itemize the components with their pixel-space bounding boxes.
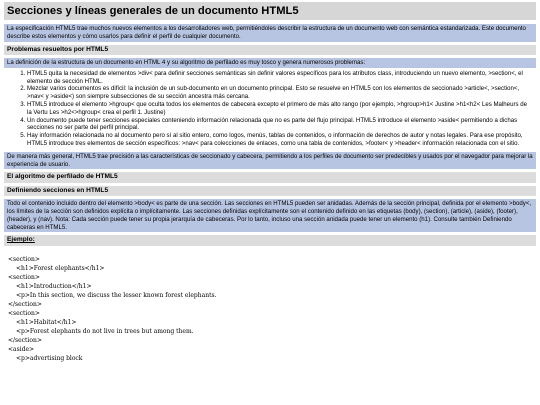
- list-item: 5. Hay información relacionada no al documento pero sí al sitio entero, como logos, menús, tablas de contenidos, o información de derechos de autor y notas legales. Para ese propósito, HTML5 introduce tres elementos de sección específicos: >nav< para colecciones de enlaces, como una tabla de contenidos, >footer< y >header< información relacionada con el sitio.: [27, 132, 533, 148]
- list-item: 1. HTML5 quita la necesidad de elementos >div< para definir secciones semánticas sin definir valores específicos para los atributos class, introduciendo un nuevo elemento, >section<, el elemento de sección HTML.: [27, 70, 533, 86]
- intro-paragraph: La especificación HTML5 trae muchos nuevos elementos a los desarrolladores web, permitiéndoles describir la estructura de un documento web con semántica estandarizada. Este documento describe estos elementos y cómo usarlos para definir el perfil de cualquier documento.: [4, 24, 536, 42]
- code-line: <p>advertising block: [16, 354, 83, 362]
- list-item: 2. Mezclar varios documentos es difícil: la inclusión de un sub-documento en un documento principal. Esto se resuelve en HTML5 con los elementos de seccionado >article<, >section<, >nav< y >aside<) son siempre subsecciones de su sección ancestra más cercana.: [27, 85, 533, 101]
- code-line: <h1>Habitat</h1>: [16, 318, 77, 326]
- list-item: 3. HTML5 introduce el elemento >hgroup< que oculta todos los elementos de cabecera excepto el primero de más alto rango (por ejemplo, >hgroup>h1< Justine >h1<h2< Les Malheurs de la Vertu Les >h2<>hgroup< crea el perfil 1. Justine): [27, 101, 533, 117]
- code-line: <section>: [8, 273, 40, 281]
- problems-heading: Problemas resueltos por HTML5: [4, 45, 536, 55]
- sections-heading: Definiendo secciones en HTML5: [4, 186, 536, 196]
- algorithm-heading: El algoritmo de perfilado de HTML5: [4, 172, 536, 182]
- problems-closing: De manera más general, HTML5 trae precisión a las características de seccionado y cabecera, permitiendo a los perfiles de documento ser predecibles y usados por el navegador para mejorar la experiencia de usuario.: [4, 152, 536, 170]
- code-line: <section>: [8, 255, 40, 263]
- code-line: </section>: [8, 300, 42, 308]
- code-line: <p>Forest elephants do not live in trees but among them.: [16, 327, 194, 335]
- code-line: <h1>Forest elephants</h1>: [16, 264, 105, 272]
- code-line: <section>: [8, 309, 40, 317]
- example-heading: [4, 235, 536, 245]
- code-line: <aside>: [8, 345, 35, 353]
- code-example: [4, 255, 536, 363]
- sections-paragraph: Todo el contenido incluido dentro del elemento >body< es parte de una sección. Las secciones en HTML5 pueden ser anidadas. Además de la sección principal, definida por el elemento >body<, los límites de la sección son definidos explícita o implícitamente. Las secciones definidas explícitamente son el contenido definido en las etiquetas (body), (section), (article), (aside), (footer), (header), y (nav). Nota: Cada sección puede tener su propia jerarquía de cabeceras. Por lo tanto, incluso una sección anidada puede tener un elemento (h1). Consulte también Definiendo cabeceras en HTML5.: [4, 199, 536, 232]
- problems-list: [7, 70, 533, 148]
- example-label: Ejemplo:: [7, 236, 35, 244]
- problems-list-wrap: [4, 70, 536, 148]
- code-line: <h1>Introduction</h1>: [16, 282, 92, 290]
- list-item: 4. Un documento puede tener secciones especiales conteniendo información relacionada que no es parte del flujo principal. HTML5 introduce el elemento >aside< permitiendo a dichas secciones no ser parte del perfil principal.: [27, 117, 533, 133]
- code-line: <p>In this section, we discuss the lesser known forest elephants.: [16, 291, 217, 299]
- code-line: </section>: [8, 336, 42, 344]
- page-title: Secciones y líneas generales de un documento HTML5: [4, 2, 536, 20]
- problems-lead: La definición de la estructura de un documento en HTML 4 y su algoritmo de perfilado es muy tosco y genera numerosos problemas:: [4, 58, 536, 68]
